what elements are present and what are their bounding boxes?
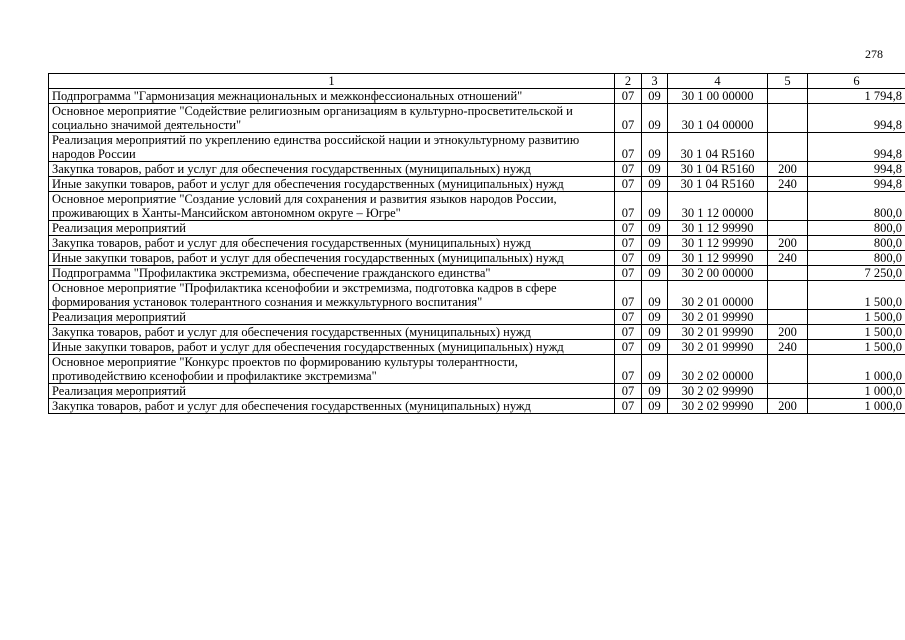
row-target-article-cell: 30 1 04 R5160 — [668, 162, 768, 177]
row-amount-cell: 800,0 — [808, 192, 905, 221]
row-expense-type-cell: 200 — [768, 236, 808, 251]
row-section-cell: 07 — [615, 236, 642, 251]
row-subsection-cell: 09 — [642, 89, 668, 104]
header-cell: 6 — [808, 74, 905, 89]
row-expense-type-cell: 240 — [768, 340, 808, 355]
row-target-article-cell: 30 2 01 99990 — [668, 325, 768, 340]
row-expense-type-cell — [768, 133, 808, 162]
row-target-article-cell: 30 1 04 R5160 — [668, 177, 768, 192]
header-cell: 1 — [49, 74, 615, 89]
row-target-article-cell: 30 2 01 99990 — [668, 310, 768, 325]
row-section-cell: 07 — [615, 251, 642, 266]
row-amount-cell: 1 500,0 — [808, 310, 905, 325]
row-subsection-cell: 09 — [642, 133, 668, 162]
row-target-article-cell: 30 1 00 00000 — [668, 89, 768, 104]
row-name-cell: Основное мероприятие "Содействие религиозным организациям в культурно-просветительской и социально значимой деятельности" — [49, 104, 615, 133]
table-row — [49, 104, 905, 133]
row-name-cell: Основное мероприятие "Создание условий для сохранения и развития языков народов России, проживающих в Ханты-Мансийском автономном округе – Югре" — [49, 192, 615, 221]
row-subsection-cell: 09 — [642, 266, 668, 281]
row-target-article-cell: 30 1 12 00000 — [668, 192, 768, 221]
row-section-cell: 07 — [615, 192, 642, 221]
budget-table — [48, 73, 905, 414]
row-subsection-cell: 09 — [642, 325, 668, 340]
row-subsection-cell: 09 — [642, 384, 668, 399]
row-amount-cell: 800,0 — [808, 221, 905, 236]
row-subsection-cell: 09 — [642, 192, 668, 221]
row-subsection-cell: 09 — [642, 236, 668, 251]
row-expense-type-cell — [768, 221, 808, 236]
row-expense-type-cell — [768, 384, 808, 399]
row-subsection-cell: 09 — [642, 251, 668, 266]
table-row — [49, 355, 905, 384]
table-row — [49, 384, 905, 399]
table-row — [49, 310, 905, 325]
row-expense-type-cell: 200 — [768, 325, 808, 340]
row-expense-type-cell — [768, 104, 808, 133]
table-row — [49, 251, 905, 266]
table-row — [49, 340, 905, 355]
row-target-article-cell: 30 1 04 00000 — [668, 104, 768, 133]
row-subsection-cell: 09 — [642, 340, 668, 355]
table-row — [49, 177, 905, 192]
row-subsection-cell: 09 — [642, 310, 668, 325]
row-expense-type-cell: 240 — [768, 177, 808, 192]
row-target-article-cell: 30 2 01 99990 — [668, 340, 768, 355]
row-name-cell: Закупка товаров, работ и услуг для обеспечения государственных (муниципальных) нужд — [49, 236, 615, 251]
row-name-cell: Реализация мероприятий по укреплению единства российской нации и этнокультурному развитию народов России — [49, 133, 615, 162]
table-row — [49, 281, 905, 310]
row-name-cell: Реализация мероприятий — [49, 221, 615, 236]
row-target-article-cell: 30 2 01 00000 — [668, 281, 768, 310]
row-section-cell: 07 — [615, 266, 642, 281]
row-subsection-cell: 09 — [642, 177, 668, 192]
table-row — [49, 325, 905, 340]
row-target-article-cell: 30 1 12 99990 — [668, 221, 768, 236]
table-row — [49, 162, 905, 177]
row-name-cell: Закупка товаров, работ и услуг для обеспечения государственных (муниципальных) нужд — [49, 325, 615, 340]
row-subsection-cell: 09 — [642, 221, 668, 236]
row-target-article-cell: 30 1 04 R5160 — [668, 133, 768, 162]
row-name-cell: Закупка товаров, работ и услуг для обеспечения государственных (муниципальных) нужд — [49, 399, 615, 414]
row-amount-cell: 800,0 — [808, 236, 905, 251]
row-subsection-cell: 09 — [642, 399, 668, 414]
row-target-article-cell: 30 2 00 00000 — [668, 266, 768, 281]
row-subsection-cell: 09 — [642, 104, 668, 133]
row-expense-type-cell — [768, 310, 808, 325]
row-name-cell: Основное мероприятие "Конкурс проектов по формированию культуры толерантности, противодействию ксенофобии и профилактике экстремизма" — [49, 355, 615, 384]
row-target-article-cell: 30 2 02 99990 — [668, 399, 768, 414]
header-cell: 3 — [642, 74, 668, 89]
row-section-cell: 07 — [615, 355, 642, 384]
row-section-cell: 07 — [615, 281, 642, 310]
row-section-cell: 07 — [615, 399, 642, 414]
header-cell: 4 — [668, 74, 768, 89]
row-subsection-cell: 09 — [642, 281, 668, 310]
table-row — [49, 192, 905, 221]
row-amount-cell: 1 000,0 — [808, 355, 905, 384]
row-target-article-cell: 30 2 02 00000 — [668, 355, 768, 384]
header-row — [49, 74, 905, 89]
row-amount-cell: 800,0 — [808, 251, 905, 266]
row-expense-type-cell: 200 — [768, 162, 808, 177]
table-row — [49, 236, 905, 251]
row-expense-type-cell: 200 — [768, 399, 808, 414]
row-amount-cell: 7 250,0 — [808, 266, 905, 281]
table-row — [49, 89, 905, 104]
row-subsection-cell: 09 — [642, 162, 668, 177]
row-subsection-cell: 09 — [642, 355, 668, 384]
row-name-cell: Подпрограмма "Профилактика экстремизма, обеспечение гражданского единства" — [49, 266, 615, 281]
row-name-cell: Реализация мероприятий — [49, 310, 615, 325]
row-amount-cell: 1 794,8 — [808, 89, 905, 104]
row-section-cell: 07 — [615, 162, 642, 177]
row-name-cell: Иные закупки товаров, работ и услуг для обеспечения государственных (муниципальных) нужд — [49, 251, 615, 266]
row-section-cell: 07 — [615, 340, 642, 355]
row-target-article-cell: 30 2 02 99990 — [668, 384, 768, 399]
row-expense-type-cell — [768, 266, 808, 281]
row-amount-cell: 1 000,0 — [808, 399, 905, 414]
row-expense-type-cell: 240 — [768, 251, 808, 266]
row-expense-type-cell — [768, 192, 808, 221]
table-row — [49, 221, 905, 236]
row-amount-cell: 994,8 — [808, 177, 905, 192]
table-row — [49, 266, 905, 281]
row-expense-type-cell — [768, 89, 808, 104]
row-section-cell: 07 — [615, 104, 642, 133]
row-name-cell: Иные закупки товаров, работ и услуг для обеспечения государственных (муниципальных) нужд — [49, 340, 615, 355]
table-row — [49, 133, 905, 162]
row-amount-cell: 994,8 — [808, 162, 905, 177]
row-name-cell: Основное мероприятие "Профилактика ксенофобии и экстремизма, подготовка кадров в сфере формирования установок толерантного сознания и межкультурного воспитания" — [49, 281, 615, 310]
header-cell: 5 — [768, 74, 808, 89]
row-section-cell: 07 — [615, 310, 642, 325]
row-section-cell: 07 — [615, 133, 642, 162]
table-row — [49, 399, 905, 414]
row-name-cell: Реализация мероприятий — [49, 384, 615, 399]
row-target-article-cell: 30 1 12 99990 — [668, 236, 768, 251]
row-section-cell: 07 — [615, 221, 642, 236]
row-name-cell: Иные закупки товаров, работ и услуг для обеспечения государственных (муниципальных) нужд — [49, 177, 615, 192]
row-amount-cell: 994,8 — [808, 133, 905, 162]
row-amount-cell: 994,8 — [808, 104, 905, 133]
row-section-cell: 07 — [615, 384, 642, 399]
row-amount-cell: 1 500,0 — [808, 340, 905, 355]
row-amount-cell: 1 500,0 — [808, 325, 905, 340]
row-target-article-cell: 30 1 12 99990 — [668, 251, 768, 266]
row-name-cell: Подпрограмма "Гармонизация межнациональных и межконфессиональных отношений" — [49, 89, 615, 104]
page-number: 278 — [865, 47, 883, 61]
header-cell: 2 — [615, 74, 642, 89]
row-name-cell: Закупка товаров, работ и услуг для обеспечения государственных (муниципальных) нужд — [49, 162, 615, 177]
row-expense-type-cell — [768, 281, 808, 310]
row-amount-cell: 1 000,0 — [808, 384, 905, 399]
row-section-cell: 07 — [615, 89, 642, 104]
row-section-cell: 07 — [615, 177, 642, 192]
row-amount-cell: 1 500,0 — [808, 281, 905, 310]
row-section-cell: 07 — [615, 325, 642, 340]
row-expense-type-cell — [768, 355, 808, 384]
